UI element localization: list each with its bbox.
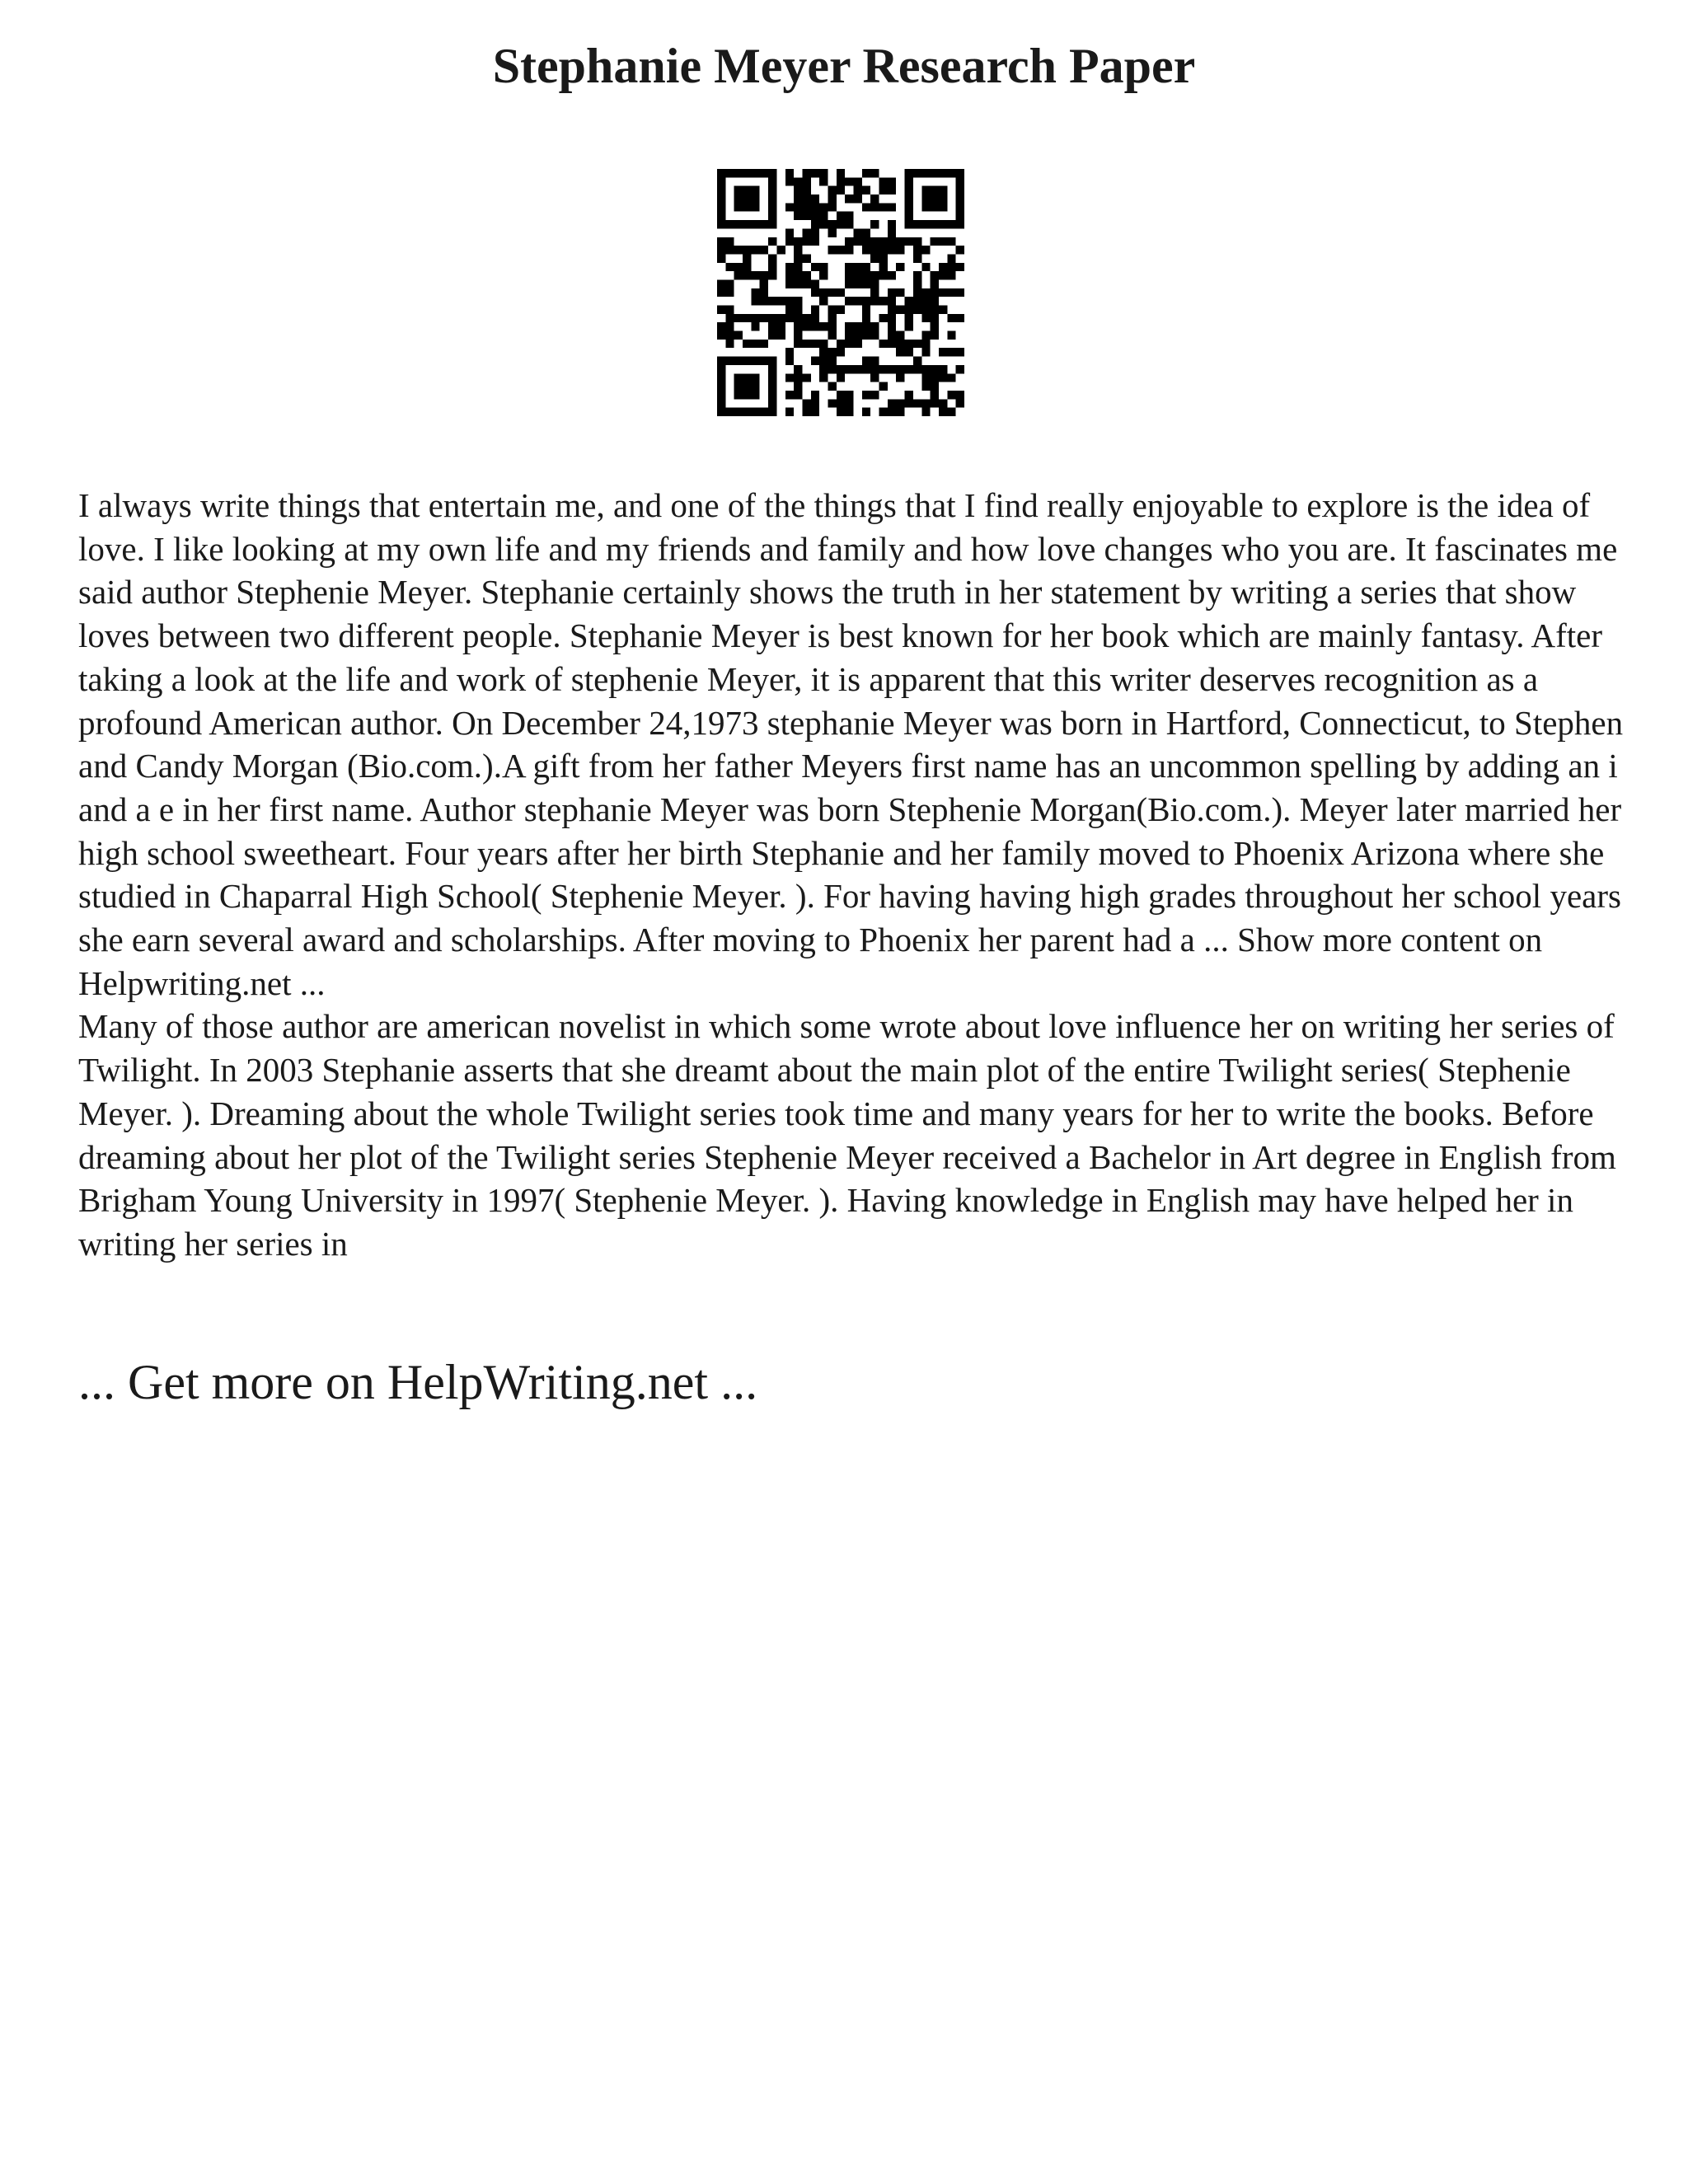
get-more-link[interactable]: ... Get more on HelpWriting.net ... <box>78 1355 758 1409</box>
paragraph-2: Many of those author are american novelist in which some wrote about love influence her on writing her series of Twilight. In 2003 Stephanie asserts that she dreamt about the main plot of the entire Twilight series( Stephenie Meyer. ). Dreaming about the whole Twilight series took time and many years for her to write the books. Before dreaming about her plot of the Twilight series Stephenie Meyer received a Bachelor in Art degree in English from Brigham Young University in 1997( Stephenie Meyer. ). Having knowledge in English may have helped her in writing her series in <box>78 1007 1616 1263</box>
article-body <box>78 484 1628 1266</box>
qr-code-icon <box>717 169 964 416</box>
paragraph-1: I always write things that entertain me, and one of the things that I find really enjoyable to explore is the idea of love. I like looking at my own life and my friends and family and how love changes who you are. It fascinates me said author Stephenie Meyer. Stephanie certainly shows the truth in her statement by writing a series that show loves between two different people. Stephanie Meyer is best known for her book which are mainly fantasy. After taking a look at the life and work of stephenie Meyer, it is apparent that this writer deserves recognition as a profound American author. On December 24,1973 stephanie Meyer was born in Hartford, Connecticut, to Stephen and Candy Morgan (Bio.com.).A gift from her father Meyers first name has an uncommon spelling by adding an i and a e in her first name. Author stephanie Meyer was born Stephenie Morgan(Bio.com.). Meyer later married her high school sweetheart. Four years after her birth Stephanie and her family moved to Phoenix Arizona where she studied in Chaparral High School( Stephenie Meyer. ). For having having high grades throughout her school years she earn several award and scholarships. After moving to Phoenix her parent had a ... Show more content on Helpwriting.net ... <box>78 486 1624 1002</box>
page-title: Stephanie Meyer Research Paper <box>492 39 1196 93</box>
